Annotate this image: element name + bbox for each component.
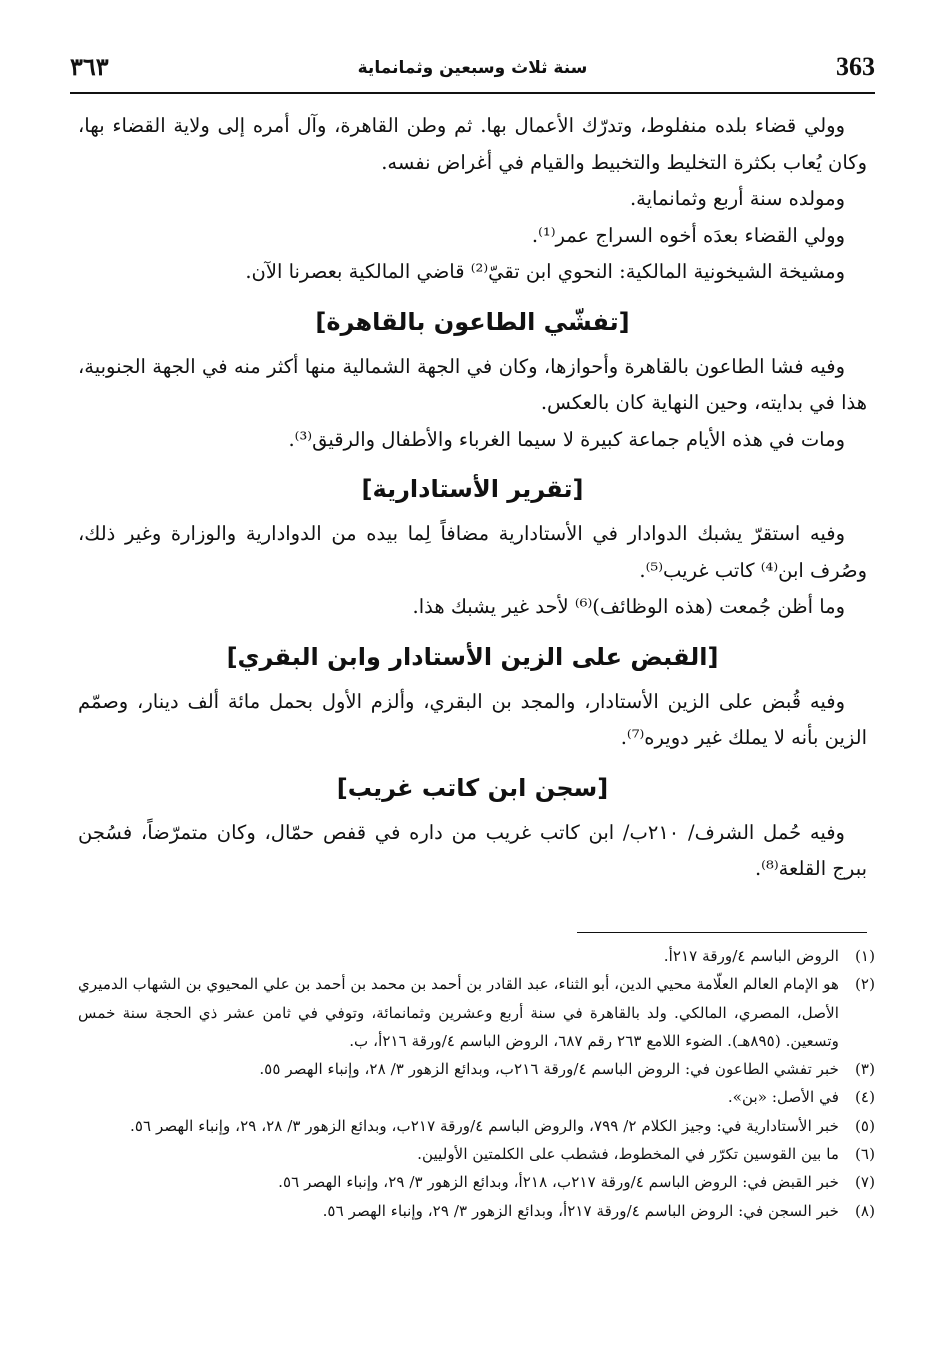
footnote [78,970,875,1055]
footnote-number: (٥) [854,1116,875,1135]
footnote [78,1197,875,1225]
paragraph: وولي القضاء بعدَه أخوه السراج عمر⁽¹⁾. [531,223,845,247]
footnote-separator [577,932,867,933]
paragraph: وفيه استقرّ يشبك الدوادار في الأستادارية مضافاً لِما بيده من الدوادارية والوزارة وغير ذلك، وصُرف ابن⁽⁴⁾ كاتب غريب⁽⁵⁾. [78,522,867,582]
footnote-number: (٧) [854,1173,875,1192]
footnote-number: (٨) [854,1201,875,1220]
paragraph: وولي قضاء بلده منفلوط، وتدرّك الأعمال بها. ثم وطن القاهرة، وآل أمره إلى ولاية القضاء بها، وكان يُعاب بكثرة التخليط والتخبيط والقيام في أغراض نفسه. [78,114,867,174]
footnote-text: الروض الباسم ٤/ورقة ٢١٧أ. [663,947,839,965]
footnote-text: خبر الأستادارية في: وجيز الكلام ٢/ ٧٩٩، والروض الباسم ٤/ورقة ٢١٧ب، وبدائع الزهور ٣/ ٢٨، ٢٩، وإنباء الهصر ٥٦. [129,1116,839,1135]
footnote-text: خبر القبض في: الروض الباسم ٤/ورقة ٢١٧ب، ٢١٨أ، وبدائع الزهور ٣/ ٢٩، وإنباء الهصر ٥٦. [278,1173,839,1192]
section-heading: [سجن ابن كاتب غريب] [336,773,609,802]
footnote [78,942,875,970]
paragraph: وفيه قُبض على الزين الأستادار، والمجد بن البقري، وألزم الأول بحمل مائة ألف دينار، وصمّم الزين بأنه لا يملك غير دويره⁽⁷⁾. [78,689,867,749]
footnote-text: هو الإمام العالم العلّامة محيي الدين، أبو الثناء، عبد القادر بن أحمد بن محمد بن أحمد بن علي المحيوي بن الشهاب الدميري الأصل، المصري، المالكي. ولد بالقاهرة في سنة أربع وعشرين وثمانمائة، وتوفي في ثامن عشر ذي الحجة سنة خمس وتسعين. (٨٩٥هـ). الضوء اللامع ٢٦٣ رقم ٦٨٧، الروض الباسم ٤/ورقة ٢١٦أ، ب. [78,975,839,1050]
footnote-number: (٣) [854,1060,875,1079]
footnote-number: (٢) [854,975,875,994]
paragraph: ومات في هذه الأيام جماعة كبيرة لا سيما الغرباء والأطفال والرقيق⁽³⁾. [288,427,845,451]
footnote-text: خبر السجن في: الروض الباسم ٤/ورقة ٢١٧أ، وبدائع الزهور ٣/ ٢٩، وإنباء الهصر ٥٦. [322,1201,839,1220]
main-text [78,108,867,888]
footnote [78,1168,875,1196]
footnote-text: في الأصل: «بن». [727,1088,839,1107]
running-title: سنة ثلاث وسبعين وثمانماية [357,58,588,78]
footnote [78,1055,875,1083]
paragraph: ومشيخة الشيخونية المالكية: النحوي ابن تقيّ⁽²⁾ قاضي المالكية بعصرنا الآن. [245,260,845,283]
footnote-text: خبر تفشي الطاعون في: الروض الباسم ٤/ورقة ٢١٦ب، وبدائع الزهور ٣/ ٢٨، وإنباء الهصر ٥٥. [259,1060,839,1079]
paragraph: وفيه حُمل الشرف/ ٢١٠ب/ ابن كاتب غريب من داره في قفص حمّال، وكان متمرّضاً، فسُجن ببرج القلعة⁽⁸⁾. [78,820,867,880]
footnote [78,1140,875,1168]
footnote [78,1083,875,1111]
paragraph: وفيه فشا الطاعون بالقاهرة وأحوازها، وكان في الجهة الشمالية منها أكثر منه في الجهة الجنوبية، هذا في بدايته، وحين النهاية كان بالعكس. [78,354,867,414]
footnote-number: (٤) [854,1088,875,1107]
footnotes [78,942,875,1225]
page-number-latin: 363 [836,52,875,81]
footnote [78,1112,875,1140]
footnote-number: (٦) [854,1145,875,1164]
section-heading: [تقرير الأستادارية] [361,475,584,503]
footnote-number: (١) [854,947,875,965]
section-heading: [القبض على الزين الأستادار وابن البقري] [226,642,719,671]
paragraph: ومولده سنة أربع وثمانماية. [629,187,845,210]
footnote-text: ما بين القوسين تكرّر في المخطوط، فشطب على الكلمتين الأوليين. [417,1145,839,1164]
paragraph: وما أظن جُمعت (هذه الوظائف)⁽⁶⁾ لأحد غير يشبك هذا. [412,595,845,618]
running-header [70,52,875,94]
page-number-arabic: ٣٦٣ [70,52,109,81]
section-heading: [تفشّي الطاعون بالقاهرة] [315,307,630,336]
